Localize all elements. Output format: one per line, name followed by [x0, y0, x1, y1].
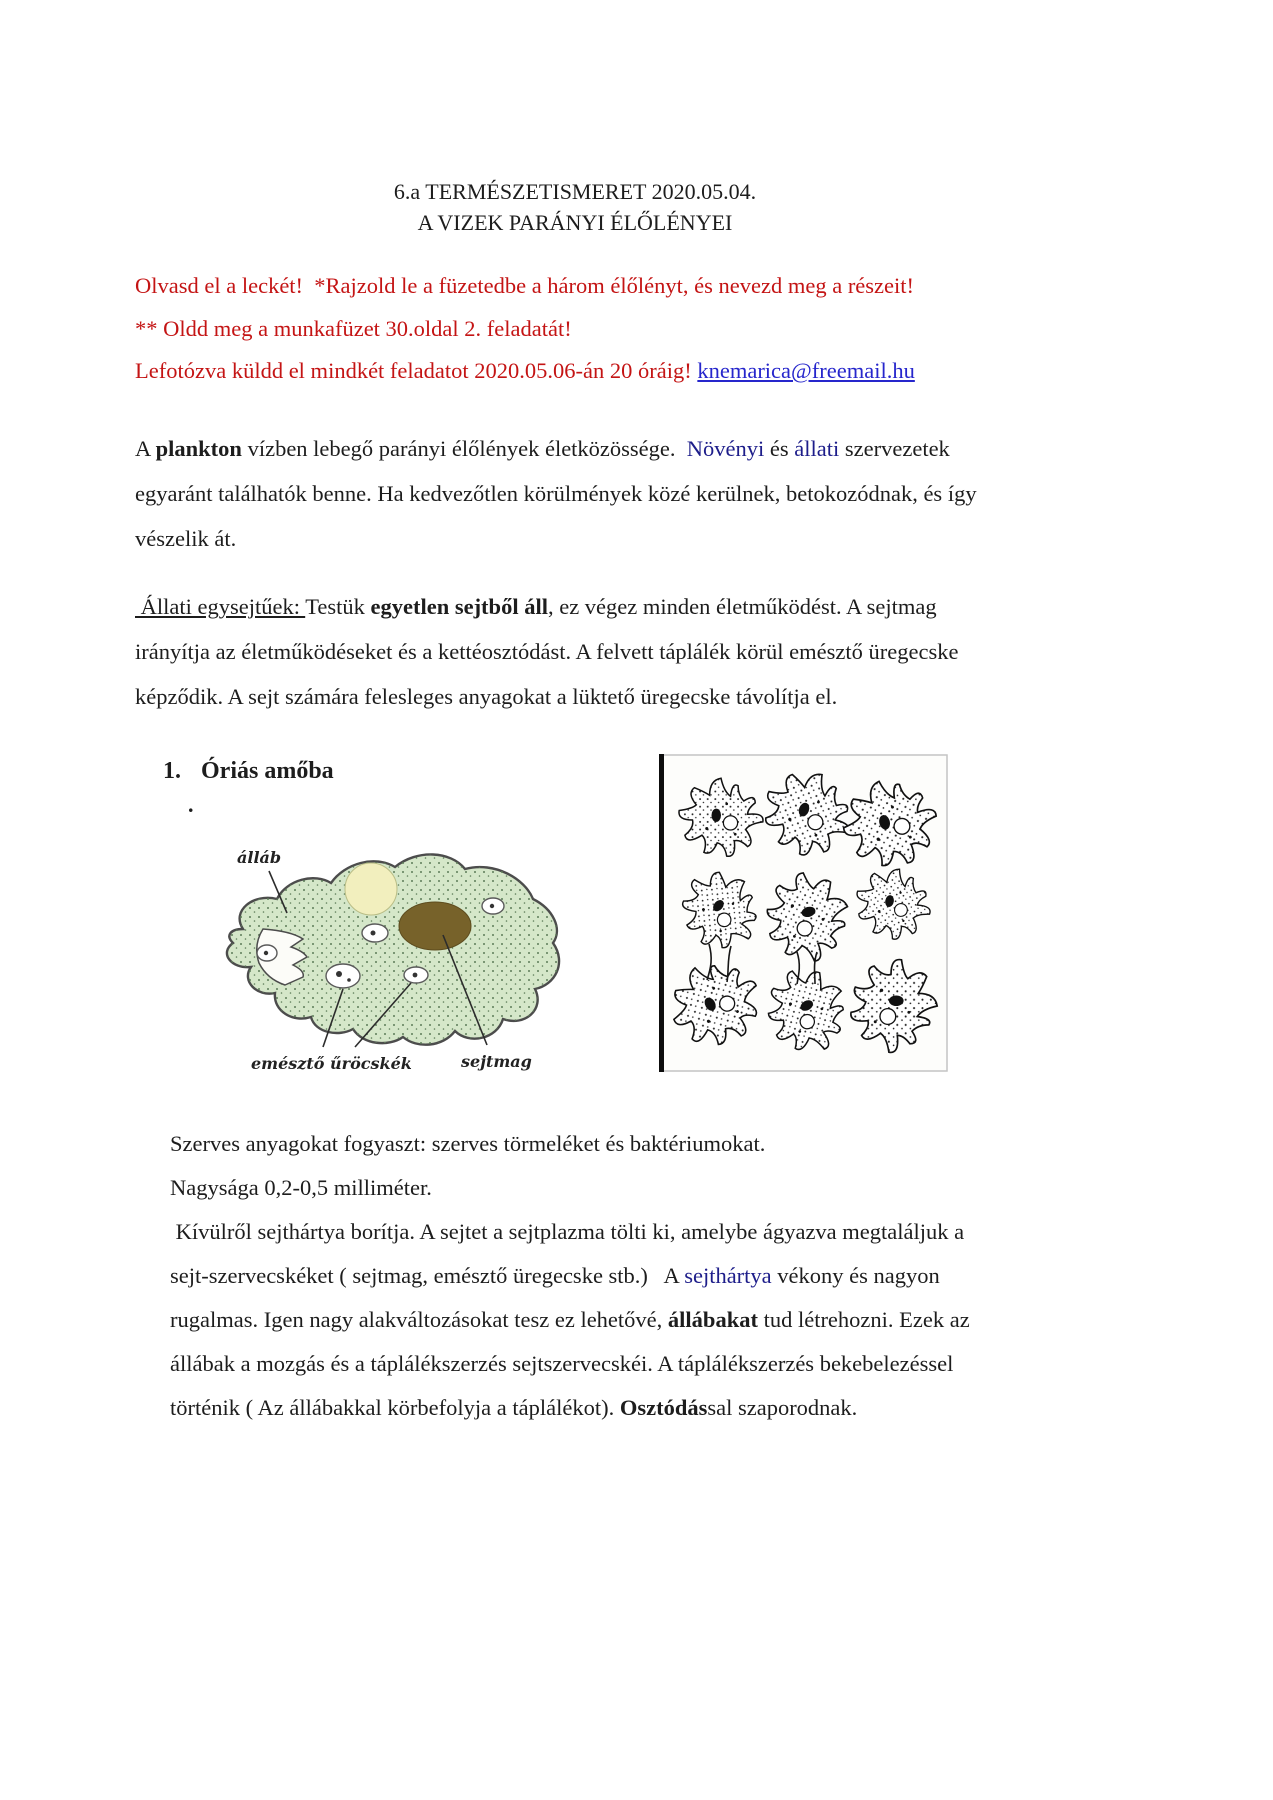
nucleus-shape — [399, 902, 471, 950]
section-number: 1. — [163, 758, 181, 784]
paragraph-line: történik ( Az állábakkal körbefolyja a táplálékot). Osztódással szaporodnak. — [170, 1395, 858, 1420]
section-title: Óriás amőba — [201, 758, 334, 784]
paragraph-line: sejt-szervecskéket ( sejtmag, emésztő üregecske stb.) A sejthártya vékony és nagyon — [170, 1263, 940, 1288]
label-pseudopod: álláb — [237, 848, 282, 867]
title-line-1: 6.a TERMÉSZETISMERET 2020.05.04. — [393, 179, 757, 204]
label-digestive-vacuoles: emésztő űröcskék — [251, 1054, 412, 1073]
paragraph-line: Állati egysejtűek: Testük egyetlen sejtből áll, ez végez minden életműködést. A sejtmag — [135, 594, 937, 619]
paragraph-line: vészelik át. — [135, 526, 237, 551]
paragraph-line: Szerves anyagokat fogyaszt: szerves törmeléket és baktériumokat. — [170, 1131, 766, 1156]
deadline-text: Lefotózva küldd el mindkét feladatot 2020.05.06-án 20 óráig! — [135, 358, 698, 383]
unicellular-paragraph — [135, 584, 958, 719]
instruction-line-2: ** Oldd meg a munkafüzet 30.oldal 2. feladatát! — [135, 316, 572, 341]
stray-dot: . — [188, 792, 194, 817]
instruction-line-1: Olvasd el a leckét! *Rajzold le a füzetedbe a három élőlényt, és nevezd meg a részeit! — [135, 273, 915, 298]
paragraph-line: Kívülről sejthártya borítja. A sejtet a sejtplazma tölti ki, amelybe ágyazva megtaláljuk a — [170, 1219, 965, 1244]
contractile-vacuole — [345, 863, 397, 915]
document-title — [0, 176, 1150, 238]
email-link[interactable]: knemarica@freemail.hu — [697, 358, 915, 383]
paragraph-line: egyaránt találhatók benne. Ha kedvezőtlen körülmények közé kerülnek, betokozódnak, és így — [135, 481, 977, 506]
paragraph-line: irányítja az életműködéseket és a kettéosztódást. A felvett táplálék körül emésztő üregecske — [135, 639, 959, 664]
plankton-paragraph — [135, 426, 977, 561]
amoeba-division-illustration — [659, 754, 948, 1072]
paragraph-line: A plankton vízben lebegő parányi élőlények életközössége. Növényi és állati szervezetek — [135, 436, 950, 461]
section-heading — [163, 755, 334, 787]
label-nucleus: sejtmag — [461, 1052, 532, 1071]
instruction-line-3 — [135, 355, 915, 387]
paragraph-line: rugalmas. Igen nagy alakváltozásokat tesz ez lehetővé, állábakat tud létrehozni. Ezek az — [170, 1307, 970, 1332]
paragraph-line: állábak a mozgás és a táplálékszerzés sejtszervecskéi. A táplálékszerzés bekebelezéssel — [170, 1351, 954, 1376]
paragraph-line: Nagysága 0,2-0,5 milliméter. — [170, 1175, 432, 1200]
title-line-2: A VIZEK PARÁNYI ÉLŐLÉNYEI — [417, 210, 733, 235]
details-paragraph — [170, 1122, 970, 1430]
paragraph-line: képződik. A sejt számára felesleges anyagokat a lüktető üregecske távolítja el. — [135, 684, 838, 709]
amoeba-diagram-image — [203, 833, 568, 1081]
